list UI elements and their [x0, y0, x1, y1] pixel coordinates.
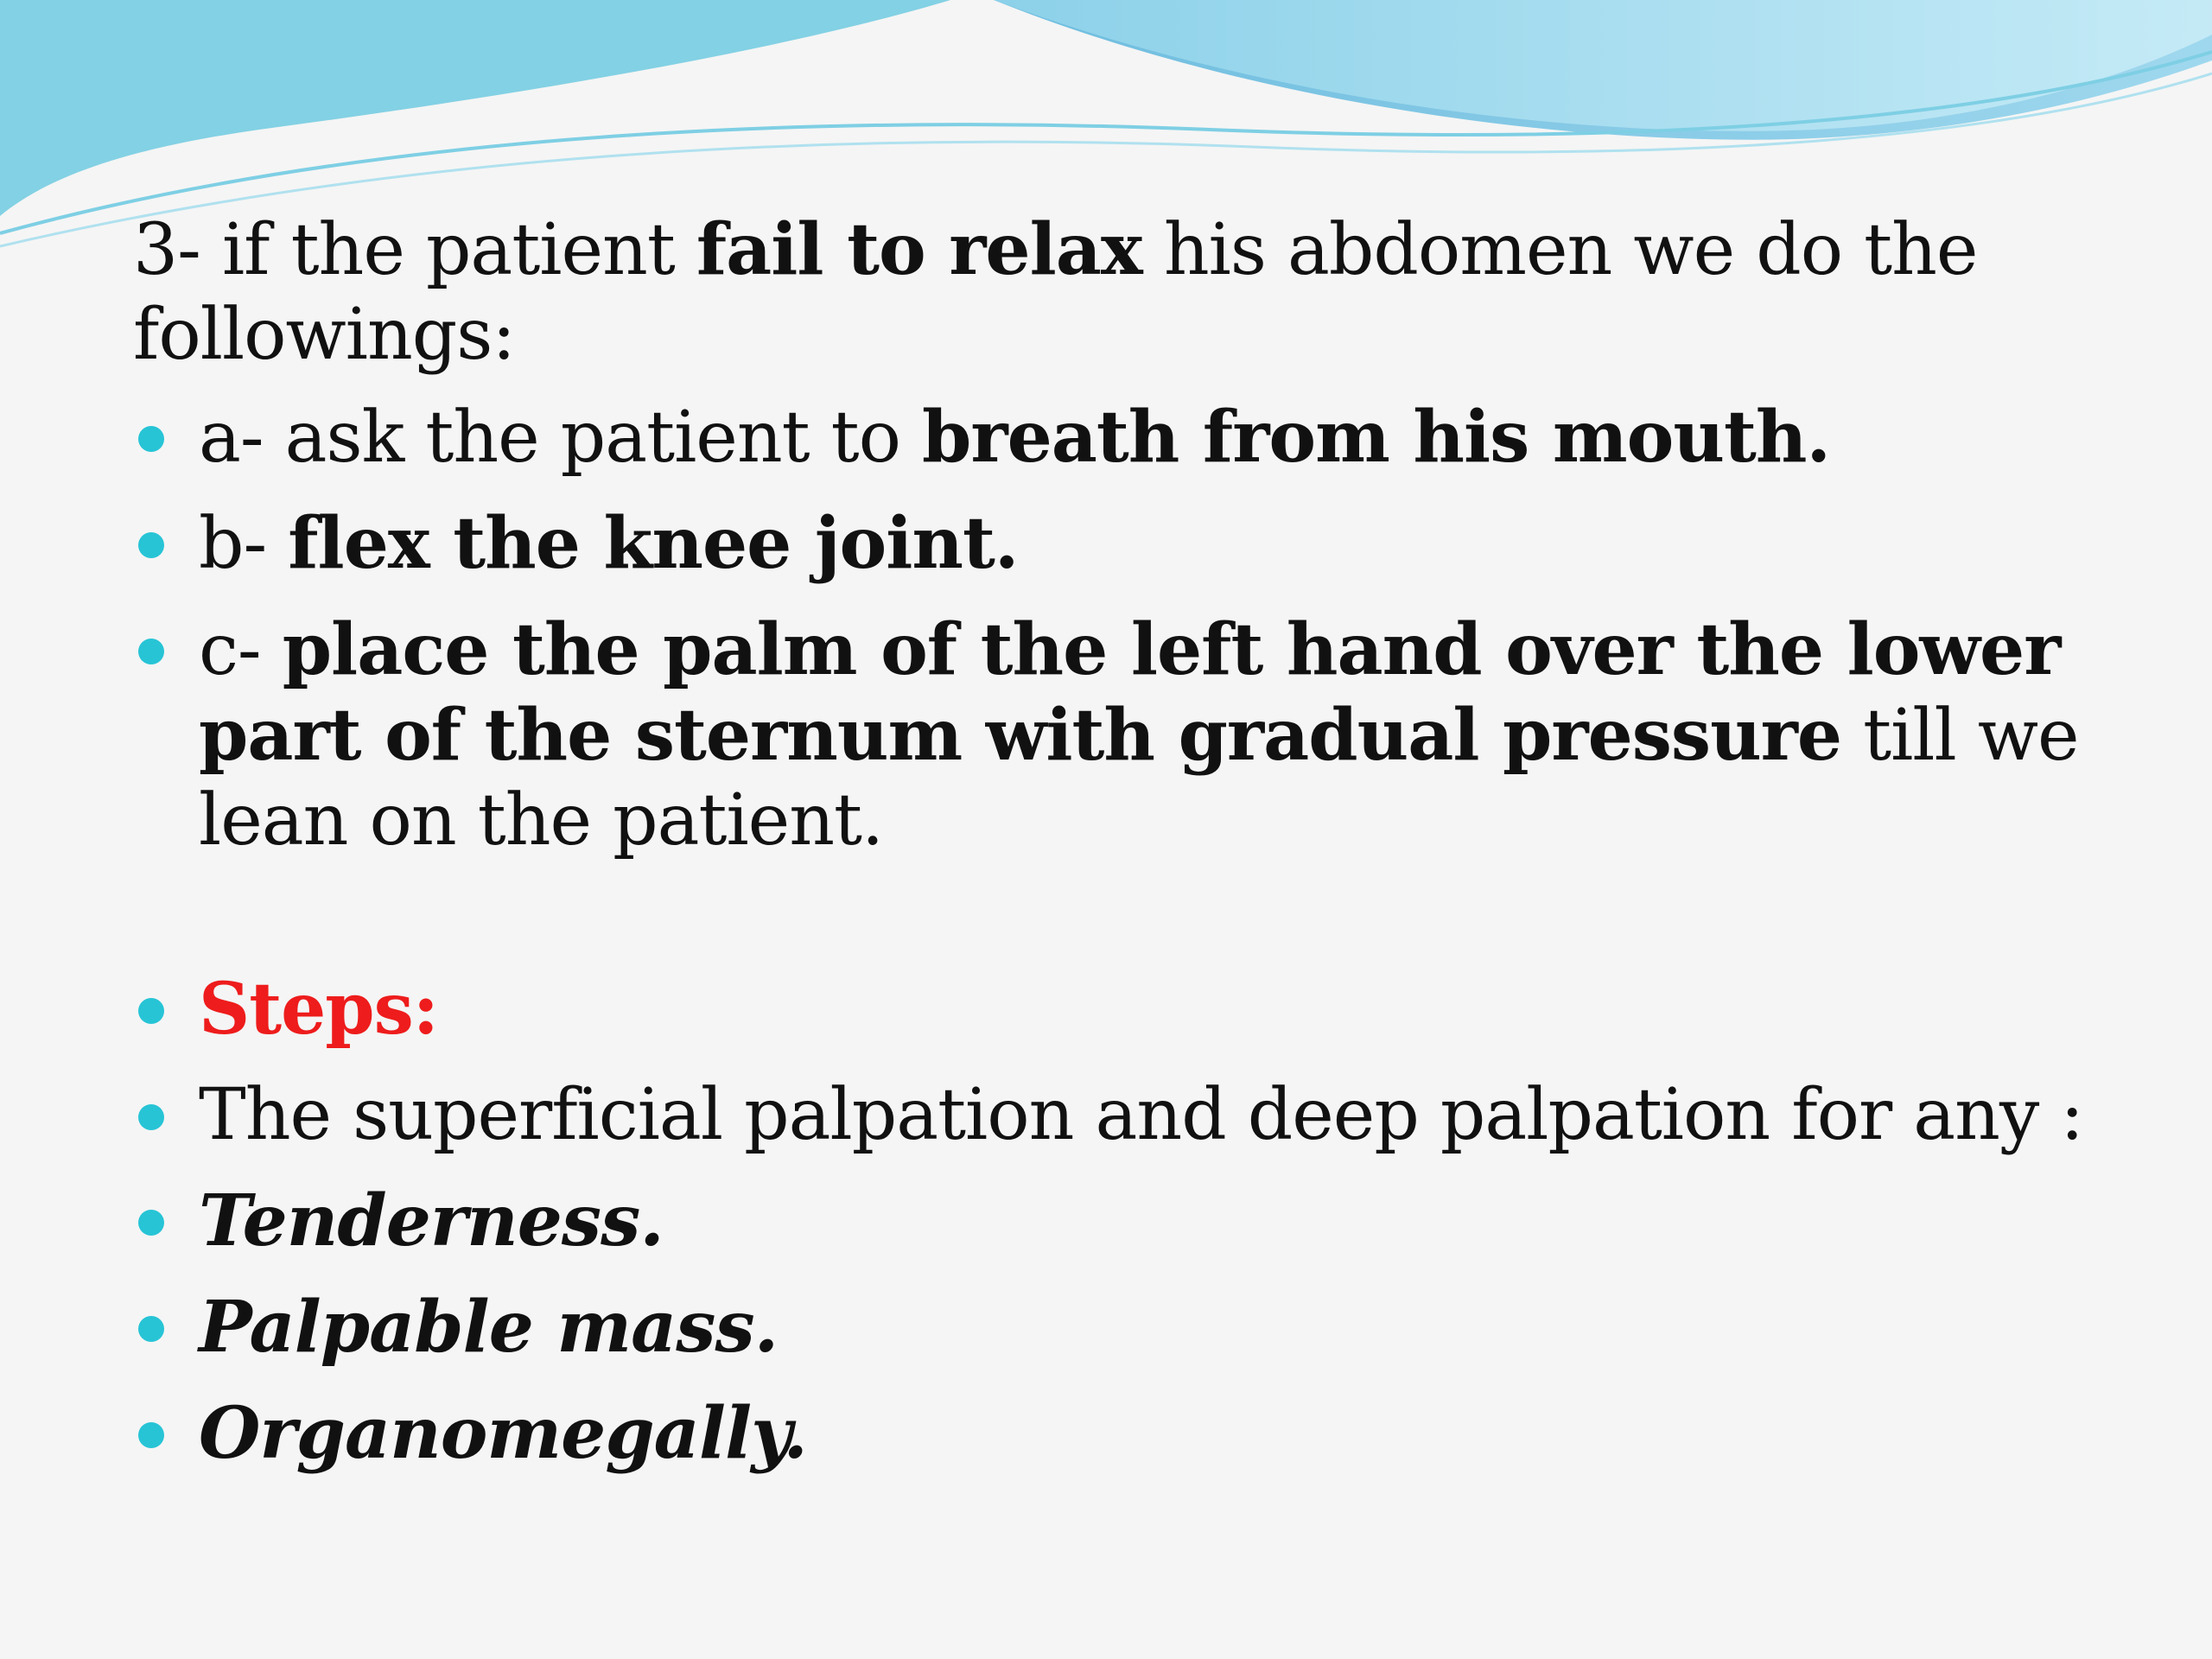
steps-intro: The superficial palpation and deep palpation for any : [199, 1074, 2083, 1156]
bullet-icon [138, 998, 164, 1024]
bullet-icon [138, 639, 164, 664]
bullet-icon [138, 532, 164, 558]
item-suffix: till we lean on the patient. [199, 695, 2079, 861]
item-prefix: b- [199, 503, 289, 585]
step-label: Palpable mass. [199, 1286, 779, 1369]
item-prefix: c- [199, 609, 283, 691]
step-label: Tenderness. [199, 1179, 664, 1262]
item-emphasis: place the palm of the left hand over the lower part of the sternum with gradual pressure [199, 608, 2061, 777]
bullet-icon [138, 426, 164, 452]
list-item [133, 395, 2120, 480]
list-item [133, 501, 2120, 587]
bullet-icon [138, 1316, 164, 1342]
intro-suffix: his abdomen we do the followings: [133, 209, 1978, 376]
list-item [133, 607, 2120, 863]
intro-paragraph [133, 207, 2120, 378]
slide-body [133, 207, 2120, 1497]
item-emphasis: breath from his mouth. [922, 396, 1831, 479]
intro-prefix: 3- if the patient [133, 209, 696, 291]
list-item [133, 1179, 2120, 1264]
bullet-list [133, 395, 2120, 1477]
bullet-icon [138, 1422, 164, 1448]
steps-intro-item [133, 1073, 2120, 1158]
list-item [133, 1285, 2120, 1370]
bullet-icon [138, 1104, 164, 1130]
wave-left [0, 0, 950, 216]
intro-emphasis: fail to relax [696, 208, 1142, 291]
bullet-icon [138, 1210, 164, 1236]
steps-heading: Steps: [199, 968, 439, 1051]
steps-heading-item [133, 967, 2120, 1052]
item-emphasis: flex the knee joint. [288, 502, 1019, 585]
item-prefix: a- ask the patient to [199, 397, 923, 479]
step-label: Organomegally. [199, 1392, 807, 1475]
list-item [133, 1391, 2120, 1477]
